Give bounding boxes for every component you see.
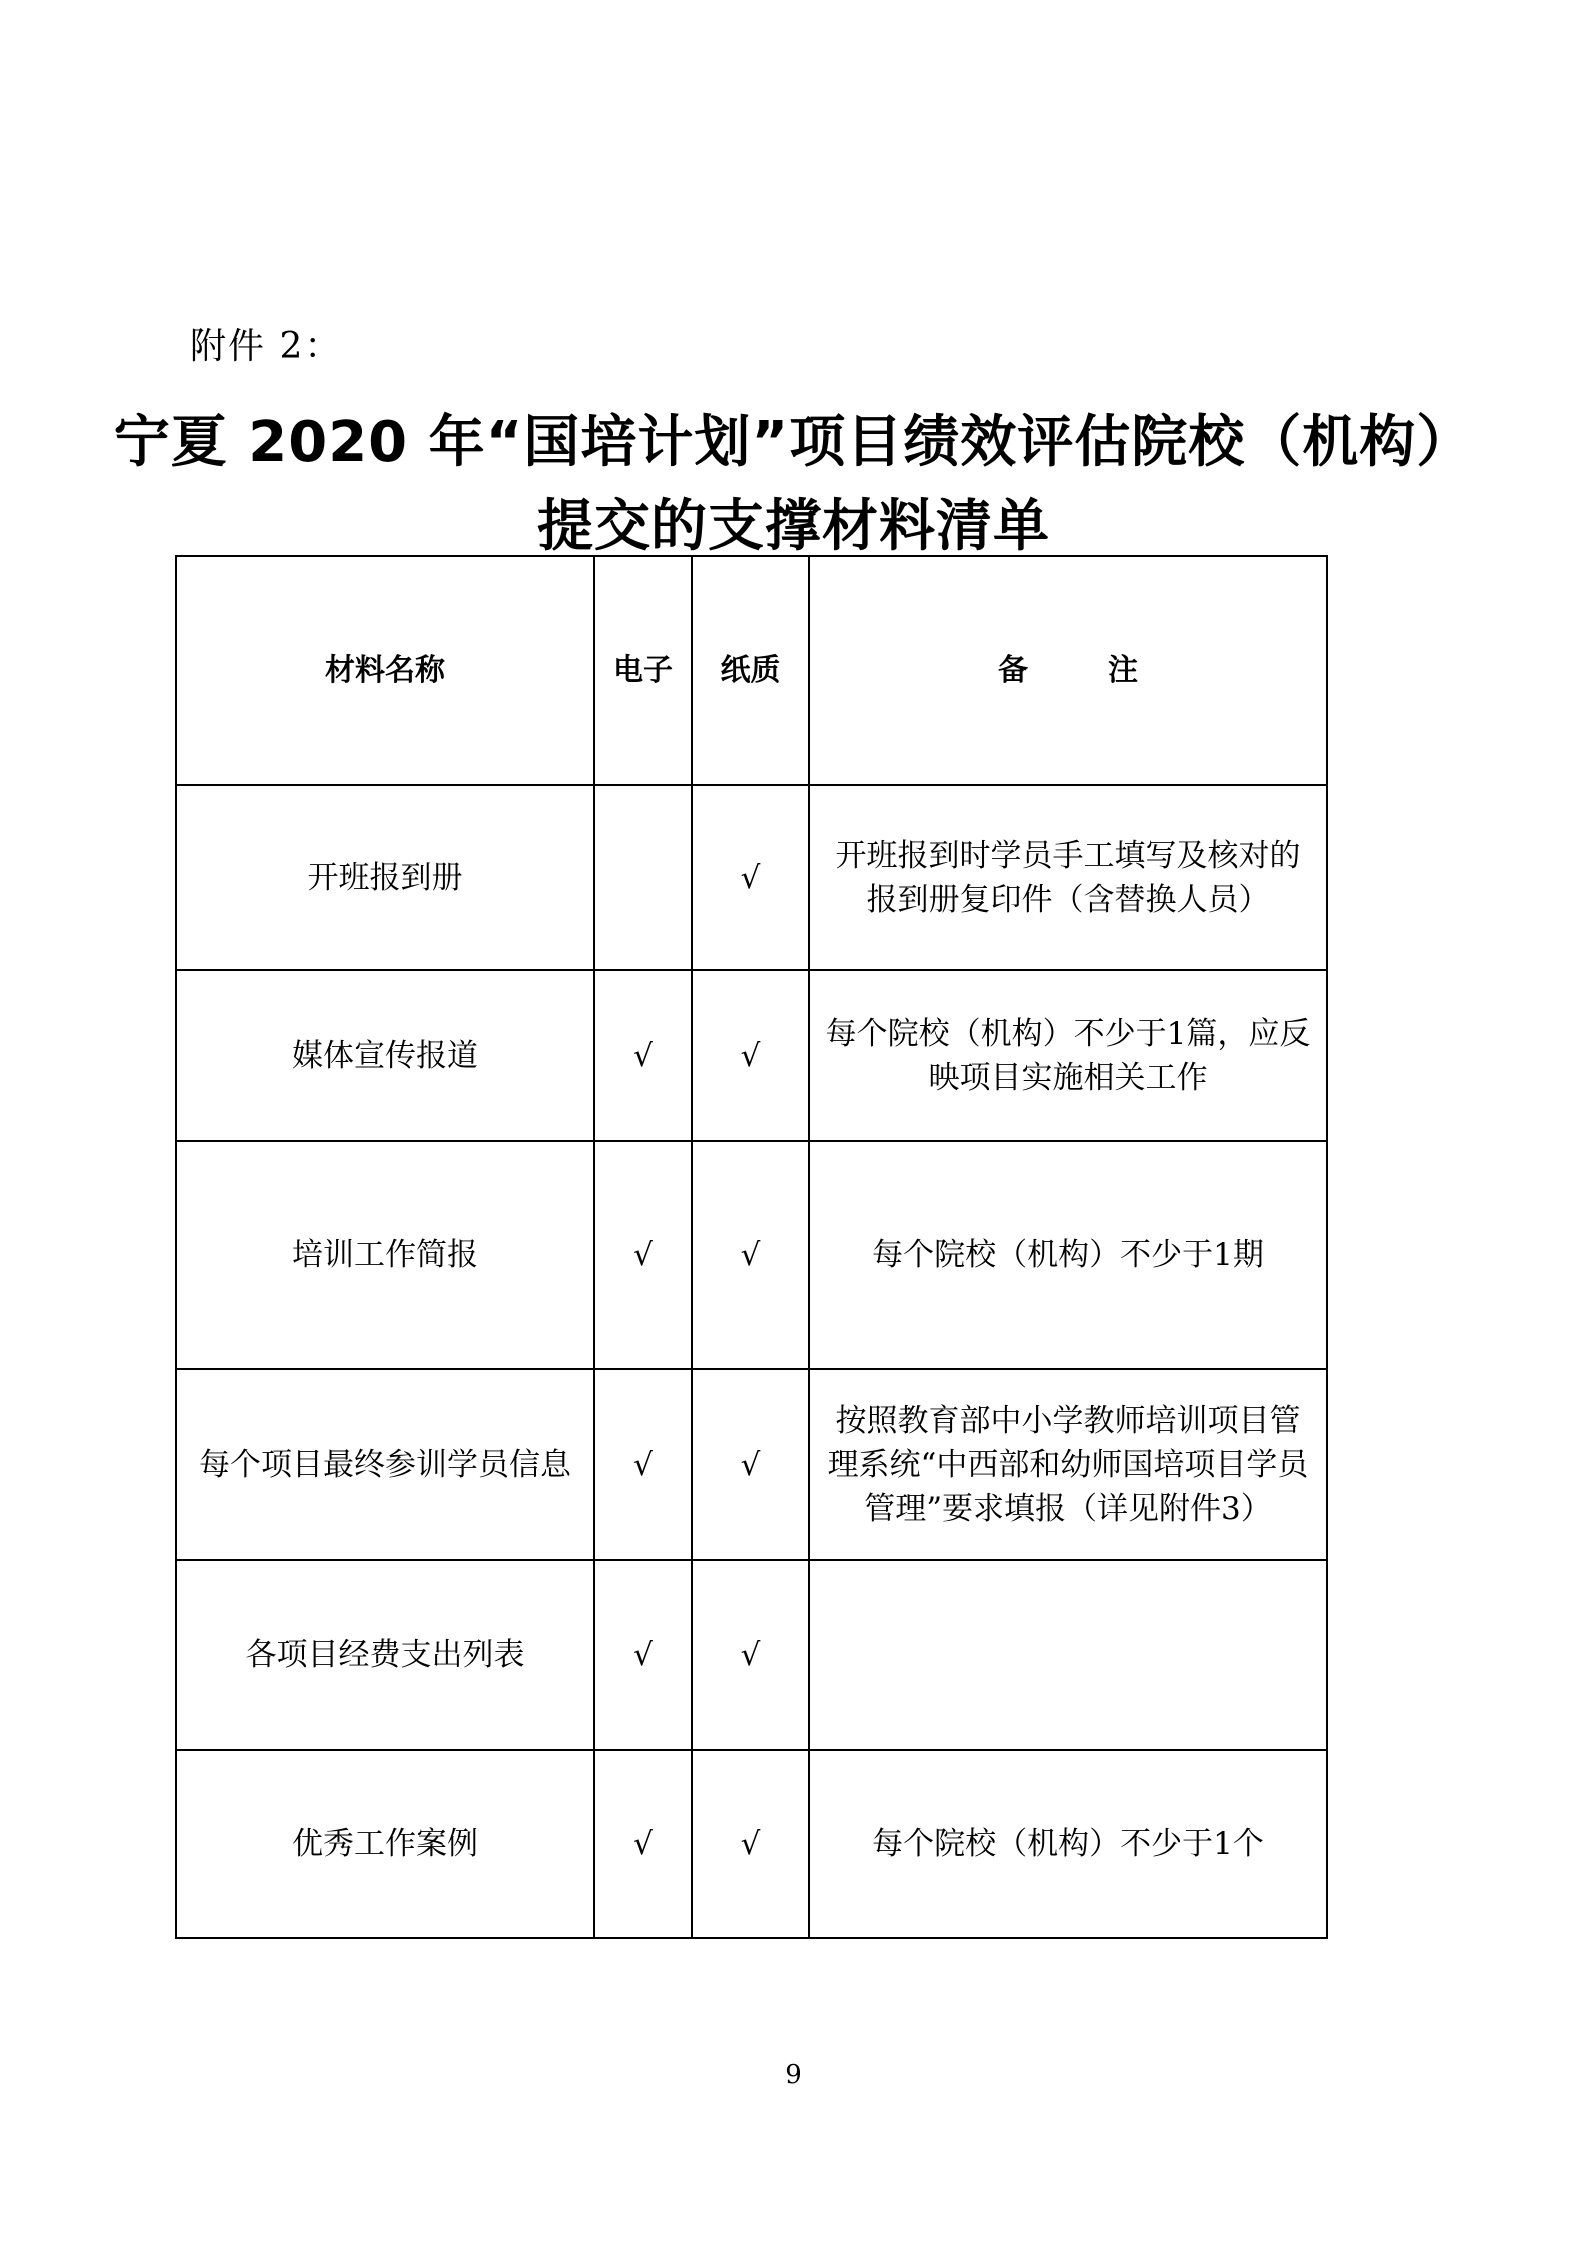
table-header-row (176, 556, 1327, 785)
paper-check-cell: √ (692, 1560, 809, 1750)
table-row (176, 1750, 1327, 1938)
document-title-line-2: 提交的支撑材料清单 (537, 494, 1050, 559)
electronic-check-cell: √ (594, 1369, 692, 1560)
paper-check-cell: √ (692, 1369, 809, 1560)
table-row (176, 1141, 1327, 1369)
electronic-check-cell: √ (594, 970, 692, 1141)
paper-check-cell: √ (692, 1750, 809, 1938)
header-notes-text: 备注 (998, 652, 1218, 688)
notes-cell: 开班报到时学员手工填写及核对的报到册复印件（含替换人员） (809, 785, 1327, 970)
electronic-check-cell: √ (594, 1141, 692, 1369)
paper-check-cell: √ (692, 970, 809, 1141)
electronic-check-cell: √ (594, 1560, 692, 1750)
material-name-cell: 媒体宣传报道 (176, 970, 594, 1141)
header-material-name: 材料名称 (176, 556, 594, 785)
table-row (176, 970, 1327, 1141)
notes-cell: 每个院校（机构）不少于1个 (809, 1750, 1327, 1938)
notes-cell: 每个院校（机构）不少于1期 (809, 1141, 1327, 1369)
notes-cell: 每个院校（机构）不少于1篇，应反映项目实施相关工作 (809, 970, 1327, 1141)
notes-cell (809, 1560, 1327, 1750)
table-row (176, 1560, 1327, 1750)
header-paper: 纸质 (692, 556, 809, 785)
page-number: 9 (785, 2060, 802, 2090)
electronic-check-cell: √ (594, 1750, 692, 1938)
table-row (176, 785, 1327, 970)
material-name-cell: 培训工作简报 (176, 1141, 594, 1369)
material-name-cell: 每个项目最终参训学员信息 (176, 1369, 594, 1560)
material-name-cell: 优秀工作案例 (176, 1750, 594, 1938)
header-electronic: 电子 (594, 556, 692, 785)
material-name-cell: 各项目经费支出列表 (176, 1560, 594, 1750)
document-title-line-1: 宁夏 2020 年“国培计划”项目绩效评估院校（机构） (113, 410, 1474, 475)
attachment-label: 附件 2： (190, 326, 343, 367)
notes-cell: 按照教育部中小学教师培训项目管理系统“中西部和幼师国培项目学员管理”要求填报（详见附件3） (809, 1369, 1327, 1560)
material-name-cell: 开班报到册 (176, 785, 594, 970)
table-row (176, 1369, 1327, 1560)
paper-check-cell: √ (692, 785, 809, 970)
electronic-check-cell (594, 785, 692, 970)
header-notes (809, 556, 1327, 785)
materials-table (175, 555, 1328, 1939)
paper-check-cell: √ (692, 1141, 809, 1369)
